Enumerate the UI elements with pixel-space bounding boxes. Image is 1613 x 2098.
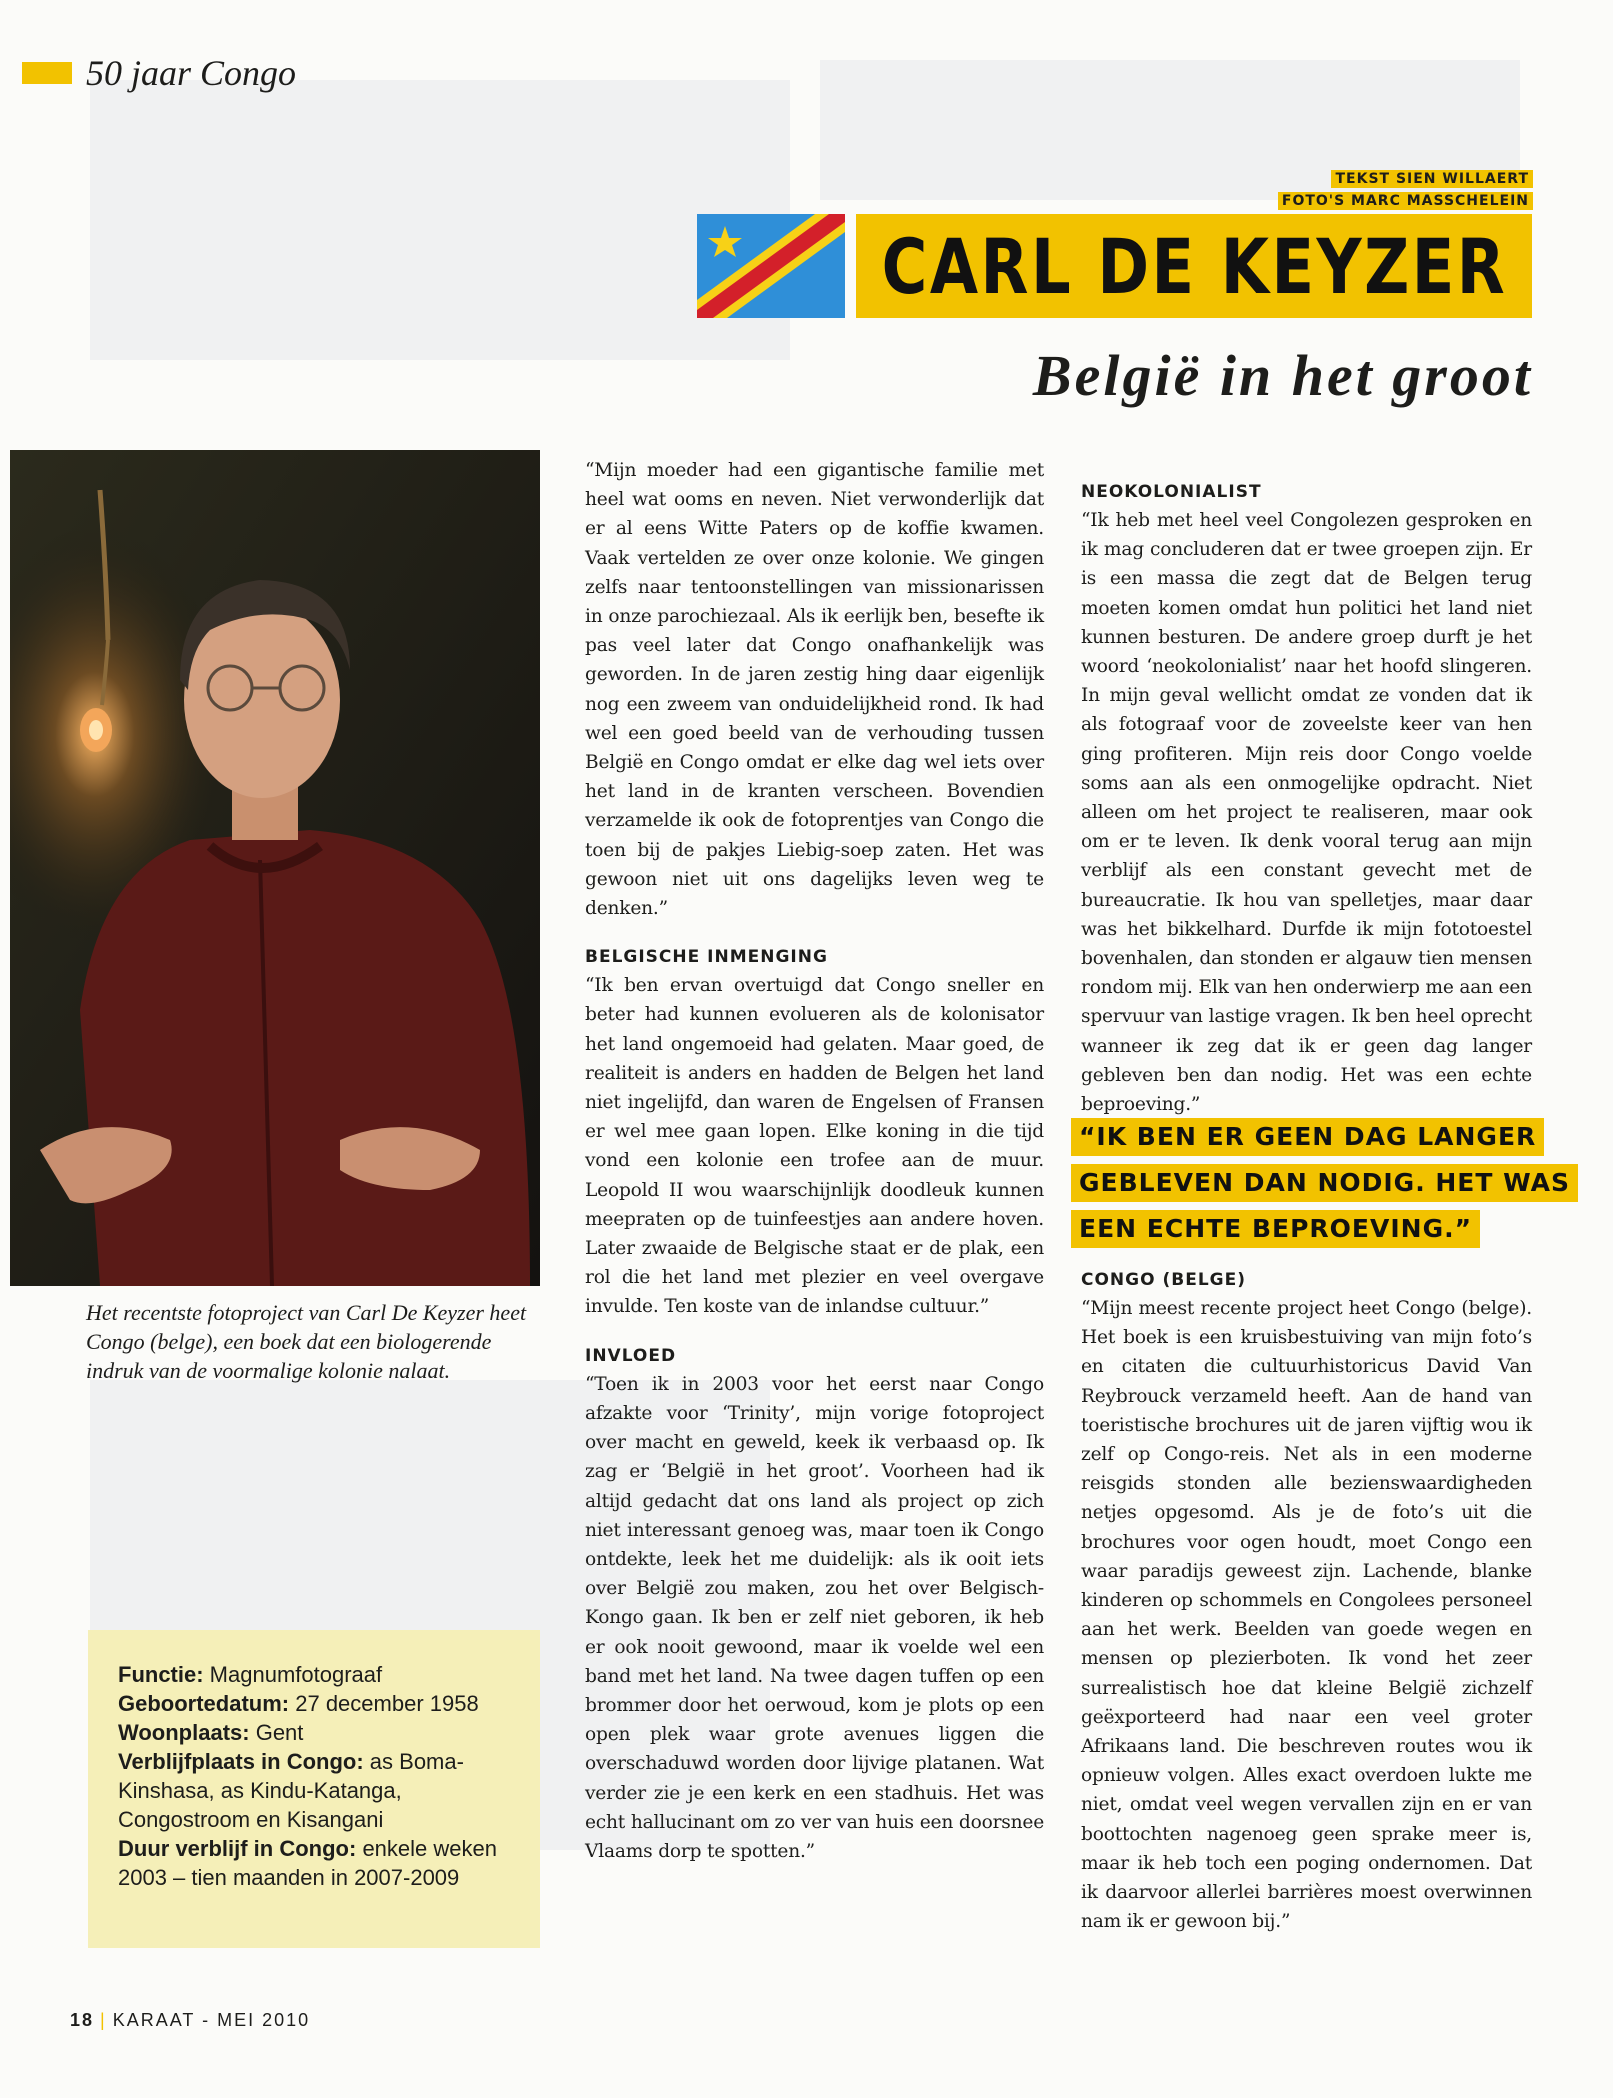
pull-quote-line: “IK BEN ER GEEN DAG LANGER	[1071, 1118, 1544, 1156]
subheading-invloed: INVLOED	[585, 1345, 677, 1366]
fact-functie: Functie: Magnumfotograaf	[118, 1662, 383, 1687]
fact-geboortedatum: Geboortedatum: 27 december 1958	[118, 1691, 479, 1716]
background-ghost-panel	[90, 80, 790, 360]
paragraph-neokolonialist: “Ik heb met heel veel Congolezen gesproken en ik mag concluderen dat er twee groepen zijn. Er is een massa die zegt dat de Belgen terug moeten komen omdat hun politici het land niet kunnen besturen. De andere groep durft je het woord ‘neokolonialist’ naar het hoofd slingeren. In mijn geval wellicht omdat ze vonden dat ik als fotograaf voor de zoveelste keer van hen ging profiteren. Mijn reis door Congo voelde soms aan als een onmogelijke opdracht. Niet alleen om het project te realiseren, maar ook om er te leven. Ik denk vooral terug aan mijn verblijf als een constant gevecht met de bureaucratie. Ik hou van spelletjes, maar daar was het bikkelhard. Durfde ik mijn fototoestel bovenhalen, dan stonden er algauw tien mensen rondom mij. Elk van hen onderwierp me aan een spervuur van lastige vragen. Ik ben heel oprecht wanneer ik zeg dat ik er geen dag langer gebleven ben dan nodig. Het was een echte beproeving.”	[1081, 510, 1533, 1116]
paragraph-invloed: “Toen ik in 2003 voor het eerst naar Congo afzakte voor ‘Trinity’, mijn vorige fotoproject over macht en geweld, keek ik verbaasd op. Ik zag er ‘België in het groot’. Voorheen had ik altijd gedacht dat ons land als project op zich niet interessant genoeg was, maar toen ik Congo ontdekte, leek het me duidelijk: als ik ooit iets over België zou maken, zou het over Belgisch-Kongo gaan. Ik ben er zelf niet geboren, ik heb er ook nooit gewoond, maar ik voelde wel een band met het land. Na twee dagen tuffen op een brommer door het oerwoud, kom je plots op een open plek waar grote avenues liggen die overschaduwd worden door lijvige platanen. Wat verder zie je een kerk en een stadhuis. Het was echt hallucinant om zo ver van huis een doorsnee Vlaams dorp te spotten.”	[585, 1373, 1044, 1862]
page-footer	[70, 2010, 310, 2031]
subheading-belgische-inmenging: BELGISCHE INMENGING	[585, 947, 828, 968]
credit-photo: FOTO'S MARC MASSCHELEIN	[1278, 192, 1533, 210]
credit-text: TEKST SIEN WILLAERT	[1331, 170, 1533, 188]
section-marker	[22, 62, 72, 84]
name-banner	[856, 214, 1532, 318]
subheading-neokolonialist: NEOKOLONIALIST	[1081, 482, 1262, 502]
article-column-1	[585, 456, 1044, 1866]
subheading-congo-belge: CONGO (BELGE)	[1081, 1270, 1246, 1290]
fact-woonplaats: Woonplaats: Gent	[118, 1720, 304, 1745]
paragraph-congo-belge: “Mijn meest recente project heet Congo (belge). Het boek is een kruisbestuiving van mijn foto’s en citaten die cultuurhistoricus David Van Reybrouck verzameld heeft. Aan de hand van toeristische brochures uit de jaren vijftig wou ik zelf op Congo-reis. Net als in een moderne reisgids stonden alle bezienswaardigheden netjes opgesomd. Als je de foto’s uit die brochures voor ogen houdt, moet Congo een waar paradijs geweest zijn. Lachende, blanke kinderen op schommels en Congolees personeel aan het werk. Beelden van goede wegen en mensen op plezierboten. Ik vond het zeer surrealistisch hoe dat kleine België zichzelf geëxporteerd had naar een veel groter Afrikaans land. Die beschreven routes wou ik opnieuw volgen. Alles exact overdoen lukte me niet, omdat veel wegen vervallen zijn en er van boottochten nagenoeg geen sprake meer is, maar ik heb toch een poging ondernomen. Dat ik daarvoor allerlei barrières moest overwinnen nam ik er gewoon bij.”	[1081, 1298, 1532, 1933]
article-column-2-continued	[1081, 1266, 1532, 1936]
fact-box	[88, 1630, 540, 1948]
footer-divider: |	[100, 2010, 107, 2030]
fact-duur: Duur verblijf in Congo: enkele weken 2003 – tien maanden in 2007-2009	[118, 1836, 497, 1890]
article-column-2	[1081, 478, 1532, 1119]
portrait-photo	[10, 450, 540, 1286]
photo-caption: Het recentste fotoproject van Carl De Keyzer heet Congo (belge), een boek dat een biologerende indruk van de voormalige kolonie nalaat.	[86, 1300, 527, 1383]
page-title: CARL DE KEYZER	[881, 221, 1507, 311]
pull-quote-line: EEN ECHTE BEPROEVING.”	[1071, 1210, 1480, 1248]
magazine-issue: KARAAT - MEI 2010	[112, 2010, 311, 2030]
section-title: 50 jaar Congo	[86, 53, 297, 93]
pull-quote	[1071, 1118, 1570, 1256]
article-subtitle: België in het groot	[1032, 343, 1533, 408]
page-number: 18	[70, 2010, 95, 2030]
fact-verblijfplaats: Verblijfplaats in Congo: as Boma-Kinshasa, as Kindu-Katanga, Congostroom en Kisangani	[118, 1749, 464, 1832]
pull-quote-line: GEBLEVEN DAN NODIG. HET WAS	[1071, 1164, 1578, 1202]
credits	[1278, 168, 1533, 212]
paragraph-belgische-inmenging: “Ik ben ervan overtuigd dat Congo sneller en beter had kunnen evolueren als de kolonisator het land ongemoeid had gelaten. Maar goed, de realiteit is anders en hadden de Belgen het land niet ingelijfd, dan waren de Engelsen of Fransen er wel mee gaan lopen. Elke koning in die tijd vond een kolonie een trofee aan de muur. Leopold II wou waarschijnlijk doodleuk kunnen meepraten op de tuinfeestjes aan andere hoven. Later zwaaide de Belgische staat er de plak, een rol die het land met plezier en veel overgave invulde. Ten koste van de inlandse cultuur.”	[585, 975, 1044, 1318]
intro-paragraph: “Mijn moeder had een gigantische familie met heel wat ooms en neven. Niet verwonderlijk dat er al eens Witte Paters op de koffie kwamen. Vaak vertelden ze over onze kolonie. We gingen zelfs naar tentoonstellingen van missionarissen in onze parochiezaal. Als ik eerlijk ben, besefte ik pas veel later dat Congo onafhankelijk was geworden. In de jaren zestig hing daar eigenlijk nog een zweem van onduidelijkheid rond. Ik had wel een goed beeld van de verhouding tussen België en Congo omdat er elke dag wel iets over het land in de kranten verscheen. Bovendien verzamelde ik ook de fotoprentjes van Congo die toen bij de pakjes Liebig-soep zaten. Het was gewoon niet uit ons dagelijks leven weg te denken.”	[585, 460, 1044, 920]
congo-flag-icon	[697, 214, 845, 318]
